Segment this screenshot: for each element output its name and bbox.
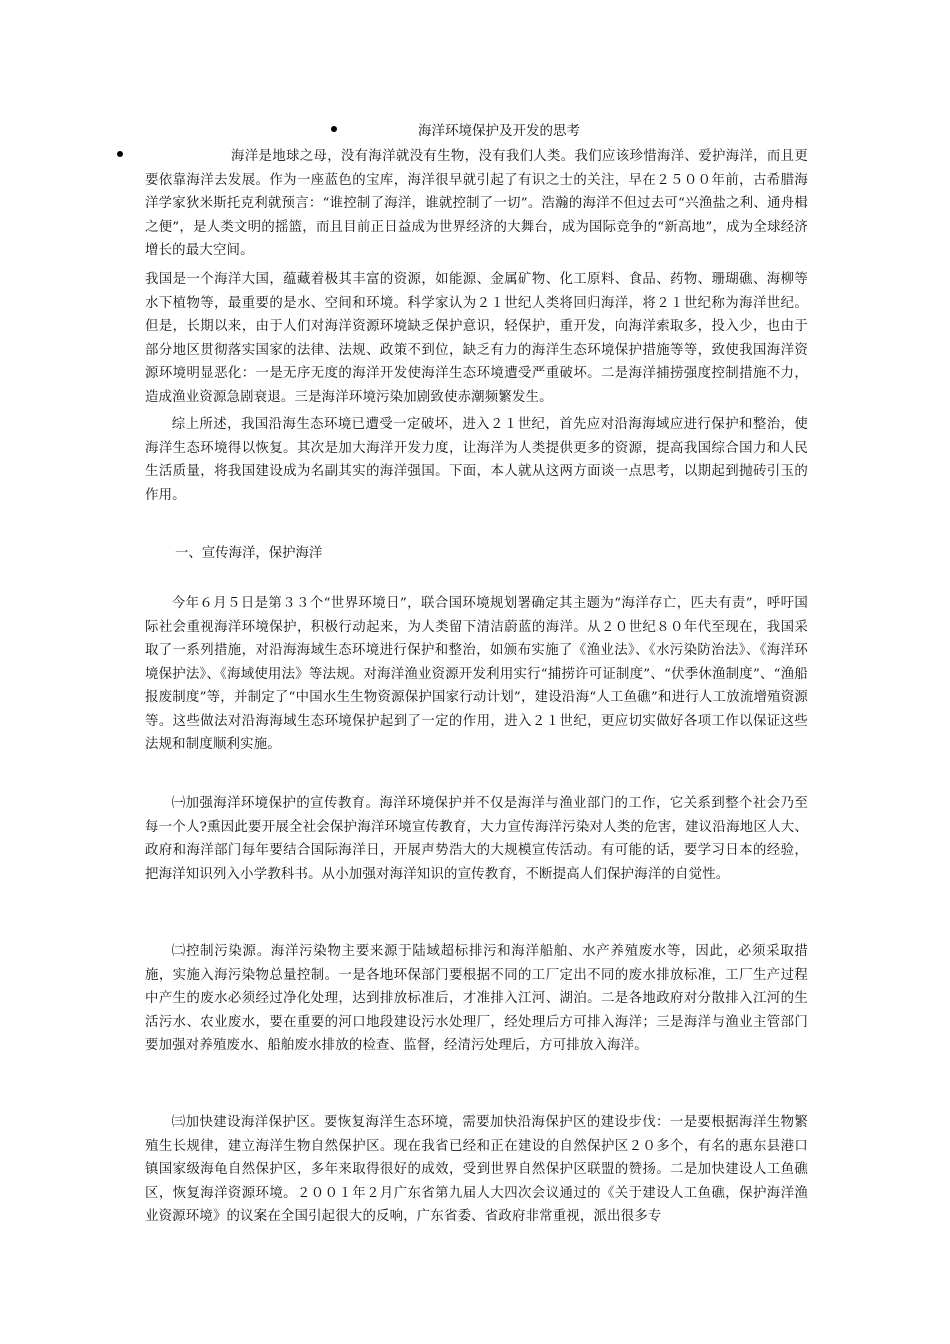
paragraph: ㈠加强海洋环境保护的宣传教育。海洋环境保护并不仅是海洋与渔业部门的工作，它关系到整个社会乃至每一个人?熏因此要开展全社会保护海洋环境宣传教育，大力宣传海洋污染对人类的危害，建议沿海地区人大、政府和海洋部门每年要结合国际海洋日，开展声势浩大的大规模宣传活动。有可能的话，要学习日本的经验，把海洋知识列入小学教科书。从小加强对海洋知识的宣传教育，不断提高人们保护海洋的自觉性。	[145, 796, 808, 882]
paragraph: 我国是一个海洋大国，蕴藏着极其丰富的资源，如能源、金属矿物、化工原料、食品、药物、珊瑚礁、海柳等水下植物等，最重要的是水、空间和环境。科学家认为２１世纪人类将回归海洋，将２１世纪称为海洋世纪。但是，长期以来，由于人们对海洋资源环境缺乏保护意识，轻保护，重开发，向海洋索取多，投入少，也由于部分地区贯彻落实国家的法律、法规、政策不到位，缺乏有力的海洋生态环境保护措施等等，致使我国海洋资源环境明显恶化：一是无序无度的海洋开发使海洋生态环境遭受严重破坏。二是海洋捕捞强度控制措施不力，造成渔业资源急剧衰退。三是海洋环境污染加剧致使赤潮频繁发生。	[145, 272, 808, 405]
paragraph: ㈢加快建设海洋保护区。要恢复海洋生态环境，需要加快沿海保护区的建设步伐：一是要根据海洋生物繁殖生长规律，建立海洋生物自然保护区。现在我省已经和正在建设的自然保护区２０多个，有名的惠东县港口镇国家级海龟自然保护区，多年来取得很好的成效，受到世界自然保护区联盟的赞扬。二是加快建设人工鱼礁区，恢复海洋资源环境。２００１年２月广东省第九届人大四次会议通过的《关于建设人工鱼礁，保护海洋渔业资源环境》的议案在全国引起很大的反响，广东省委、省政府非常重视，派出很多专	[145, 1115, 808, 1224]
paragraph: ㈡控制污染源。海洋污染物主要来源于陆域超标排污和海洋船舶、水产养殖废水等，因此，必须采取措施，实施入海污染物总量控制。一是各地环保部门要根据不同的工厂定出不同的废水排放标准，工厂生产过程中产生的废水必须经过净化处理，达到排放标准后，才准排入江河、湖泊。二是各地政府对分散排入江河的生活污水、农业废水，要在重要的河口地段建设污水处理厂，经处理后方可排入海洋；三是海洋与渔业主管部门要加强对养殖废水、船舶废水排放的检查、监督，经清污处理后，方可排放入海洋。	[145, 944, 808, 1053]
document-title: 海洋环境保护及开发的思考	[418, 123, 580, 139]
bullet-icon	[331, 126, 337, 132]
paragraph: 今年６月５日是第３３个“世界环境日”，联合国环境规划署确定其主题为“海洋存亡，匹夫有责”，呼吁国际社会重视海洋环境保护，积极行动起来，为人类留下清洁蔚蓝的海洋。从２０世纪８０年代至现在，我国采取了一系列措施，对沿海海域生态环境进行保护和整治，如颁布实施了《渔业法》、《水污染防治法》、《海洋环境保护法》、《海域使用法》等法规。对海洋渔业资源开发利用实行“捕捞许可证制度”、“伏季休渔制度”、“渔船报废制度”等，并制定了“中国水生生物资源保护国家行动计划”，建设沿海“人工鱼礁”和进行人工放流增殖资源等。这些做法对沿海海域生态环境保护起到了一定的作用，进入２１世纪，更应切实做好各项工作以保证这些法规和制度顺利实施。	[145, 596, 808, 752]
bullet-icon	[117, 151, 123, 157]
section-heading: 一、宣传海洋，保护海洋	[175, 546, 323, 561]
paragraph: 综上所述，我国沿海生态环境已遭受一定破坏，进入２１世纪，首先应对沿海海域应进行保护和整治，使海洋生态环境得以恢复。其次是加大海洋开发力度，让海洋为人类提供更多的资源，提高我国综合国力和人民生活质量，将我国建设成为名副其实的海洋强国。下面，本人就从这两方面谈一点思考，以期起到抛砖引玉的作用。	[145, 417, 808, 503]
paragraph-intro: 海洋是地球之母，没有海洋就没有生物，没有我们人类。我们应该珍惜海洋、爱护海洋，而且更要依靠海洋去发展。作为一座蓝色的宝库，海洋很早就引起了有识之士的关注，早在２５００年前，古希腊海洋学家狄米斯托克利就预言：“谁控制了海洋，谁就控制了一切”。浩瀚的海洋不但过去可“兴渔盐之利、通舟楫之便”，是人类文明的摇篮，而且目前正日益成为世界经济的大舞台，成为国际竞争的“新高地”，成为全球经济增长的最大空间。	[145, 149, 808, 258]
